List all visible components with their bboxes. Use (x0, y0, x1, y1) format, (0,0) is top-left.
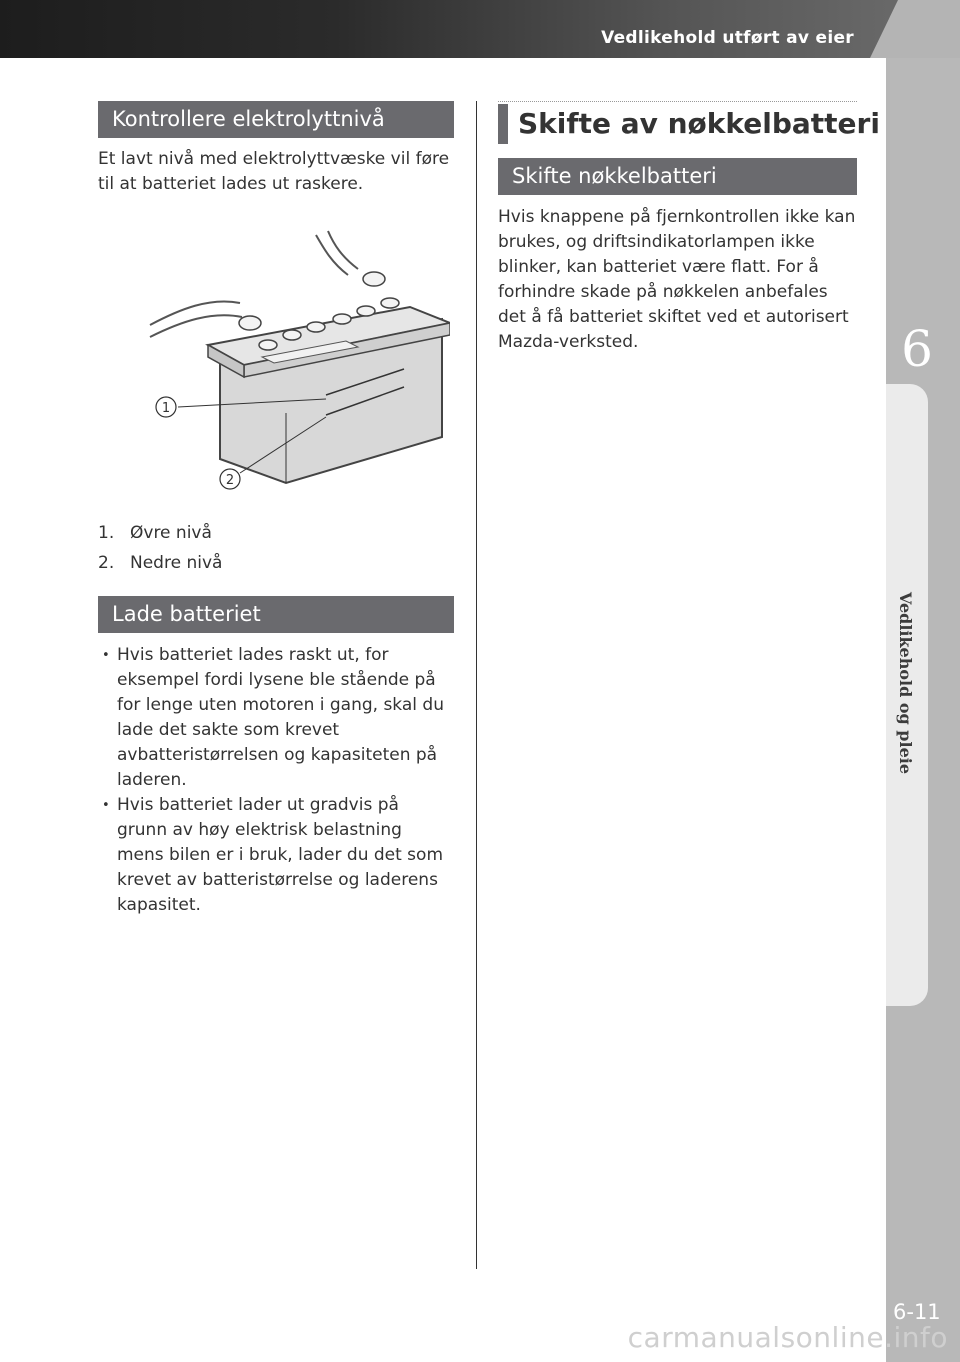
figure-legend-list (98, 518, 454, 578)
battery-illustration (120, 227, 450, 502)
column-divider (476, 101, 477, 1269)
left-column (98, 101, 454, 918)
section-heading-electrolyte: Kontrollere elektrolyttnivå (98, 101, 454, 138)
bullet-item: • Hvis batteriet lades raskt ut, for eksempel fordi lysene ble stående på for lenge uten motoren i gang, skal du lade det sakte som krevet avbatteristørrelsen og kapasiteten på laderen. (98, 643, 454, 793)
dotted-rule (498, 101, 857, 102)
legend-item: 2. Nedre nivå (98, 553, 223, 573)
callout-2-label: 2 (225, 473, 235, 488)
section-heading-charging: Lade batteriet (98, 596, 454, 633)
running-header-title: Vedlikehold utført av eier (601, 28, 854, 48)
chapter-label: Vedlikehold og pleie (896, 592, 915, 775)
chapter-number: 6 (901, 320, 933, 378)
page-number: 6-11 (893, 1300, 941, 1324)
electrolyte-intro-text: Et lavt nivå med elektrolyttvæske vil føre til at batteriet lades ut raskere. (98, 149, 450, 194)
section-heading-key-battery: Skifte nøkkelbatteri (498, 158, 857, 195)
key-battery-body-text: Hvis knappene på fjernkontrollen ikke kan brukes, og driftsindikatorlampen ikke blinker, kan batteriet være flatt. For å forhindre skade på nøkkelen anbefales det å få batteriet skiftet ved et autorisert Mazda-verksted. (498, 207, 856, 352)
bullet-item: • Hvis batteriet lader ut gradvis på grunn av høy elektrisk belastning mens bilen er i bruk, lader du det som krevet av batteristørrelse og laderens kapasitet. (98, 793, 454, 918)
right-column (498, 101, 880, 355)
callout-1-label: 1 (161, 401, 171, 416)
chapter-section-title: Skifte av nøkkelbatteri (498, 104, 857, 144)
charging-bullet-list (98, 643, 454, 918)
legend-item: 1. Øvre nivå (98, 523, 212, 543)
watermark: carmanualsonline.info (627, 1321, 948, 1354)
